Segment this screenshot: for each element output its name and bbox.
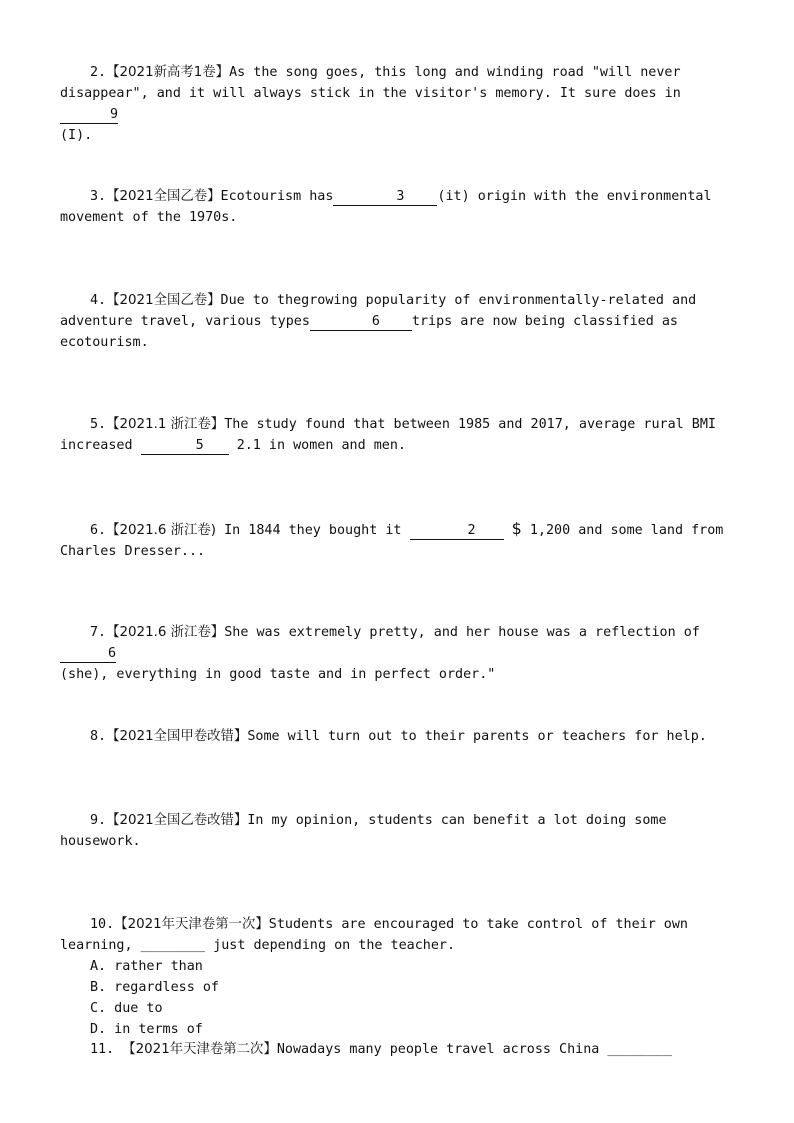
source-tag: 【2021全国乙卷改错】 <box>106 813 248 828</box>
answer-blank: 5 <box>141 438 229 455</box>
question-number: 4. <box>90 293 107 308</box>
question-number: 3. <box>90 189 107 204</box>
answer-blank: ________ <box>607 1042 672 1057</box>
source-tag: 【2021新高考1卷】 <box>106 65 230 80</box>
question-7 <box>60 622 736 685</box>
question-text: Some will turn out to their parents or teachers for help. <box>247 729 707 744</box>
answer-blank: 9 <box>60 107 118 124</box>
question-text-end: trips are now being classified as ecotourism. <box>60 314 678 350</box>
question-text: Students are encouraged to take control of their own learning, <box>60 917 688 953</box>
question-text-end: (she), everything in good taste and in perfect order." <box>60 667 496 682</box>
source-tag: 【2021年天津卷第一次】 <box>114 917 269 932</box>
dollar-sign: $ <box>511 519 522 538</box>
question-9 <box>60 810 736 852</box>
source-tag: 【2021年天津卷第二次】 <box>122 1042 277 1057</box>
option-c: C. due to <box>90 1001 163 1016</box>
question-8 <box>60 726 736 747</box>
source-tag: 【2021全国乙卷】 <box>106 189 221 204</box>
source-tag: 【2021.1 浙江卷】 <box>106 417 225 432</box>
question-text-end: 2.1 in women and men. <box>236 438 406 453</box>
question-text: The study found that between 1985 and 2017, average rural BMI increased <box>60 417 716 453</box>
source-tag: 【2021全国乙卷】 <box>106 293 221 308</box>
question-text-end: (I). <box>60 128 93 143</box>
question-number: 11. <box>90 1042 115 1057</box>
question-4 <box>60 290 736 353</box>
question-text: Ecotourism has <box>220 189 334 204</box>
question-3 <box>60 186 736 228</box>
source-tag: 【2021.6 浙江卷) <box>106 523 217 538</box>
question-text: She was extremely pretty, and her house was a reflection of <box>224 625 700 640</box>
question-number: 6. <box>90 523 107 538</box>
answer-blank: 2 <box>410 523 504 540</box>
question-text-end: 1,200 and some land from Charles Dresser... <box>60 523 724 559</box>
question-text: In 1844 they bought it <box>224 523 402 538</box>
question-number: 9. <box>90 813 107 828</box>
question-11 <box>60 1039 736 1060</box>
source-tag: 【2021全国甲卷改错】 <box>106 729 248 744</box>
question-number: 10. <box>90 917 115 932</box>
answer-blank: 6 <box>60 646 116 663</box>
answer-blank: 3 <box>333 189 437 206</box>
question-text: In my opinion, students can benefit a lot doing some housework. <box>60 813 667 849</box>
option-d: D. in terms of <box>90 1022 203 1037</box>
question-number: 5. <box>90 417 107 432</box>
question-2 <box>60 62 736 146</box>
question-number: 7. <box>90 625 107 640</box>
answer-blank: ________ <box>140 938 206 953</box>
answer-blank: 6 <box>310 314 412 331</box>
source-tag: 【2021.6 浙江卷】 <box>106 625 225 640</box>
question-6 <box>60 518 736 562</box>
question-text: As the song goes, this long and winding road "will never disappear", and it will always stick in the visitor's memory. It sure does in <box>60 65 681 101</box>
question-text-end: just depending on the teacher. <box>213 938 456 953</box>
question-text-end: (it) origin with the environmental movement of the 1970s. <box>60 189 712 225</box>
question-5 <box>60 414 736 456</box>
question-text: Nowadays many people travel across China <box>276 1042 600 1057</box>
option-b: B. regardless of <box>90 980 219 995</box>
question-text: Due to thegrowing popularity of environmentally-related and adventure travel, various types <box>60 293 697 329</box>
question-number: 8. <box>90 729 107 744</box>
question-number: 2. <box>90 65 107 80</box>
question-10 <box>60 914 736 1040</box>
option-a: A. rather than <box>90 959 203 974</box>
